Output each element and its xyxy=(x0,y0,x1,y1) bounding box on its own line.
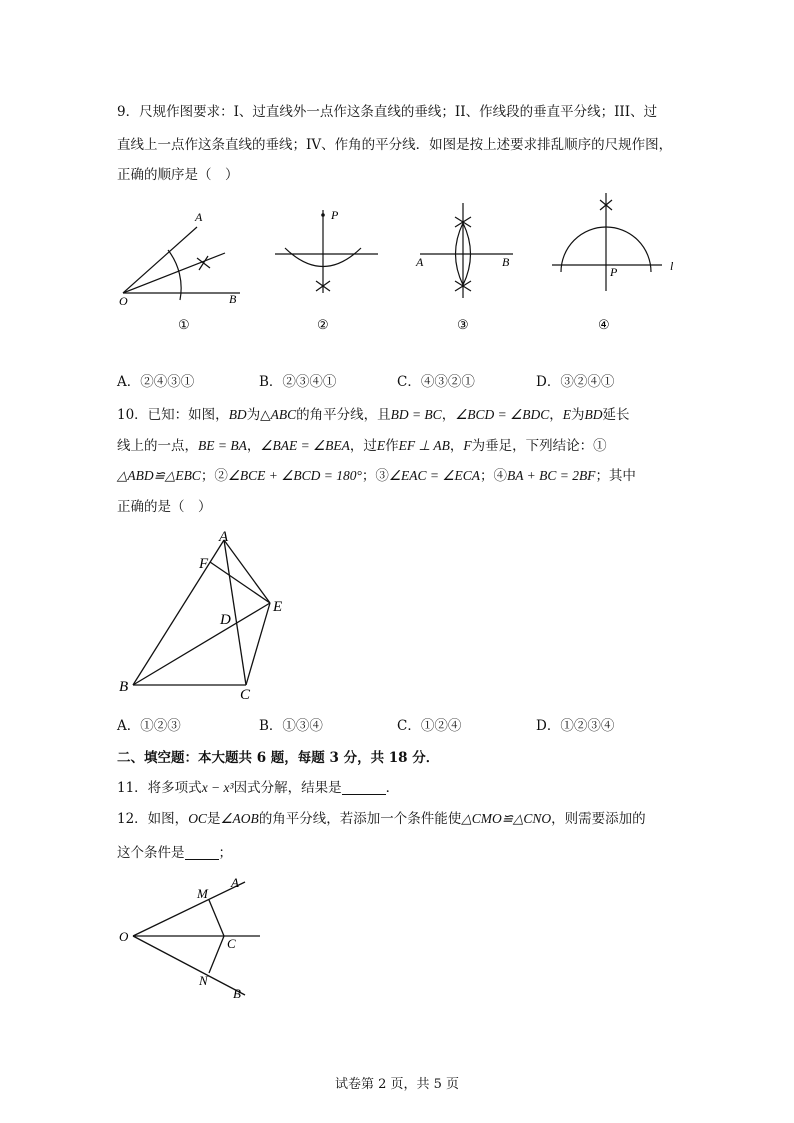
q10-label-B: B xyxy=(119,679,129,695)
q12-label-O: O xyxy=(119,929,129,944)
q9-fig1-label-B: B xyxy=(229,292,237,306)
q12-label-M: M xyxy=(197,886,208,901)
q11-line: 11．将多项式x − x³因式分解，结果是 ． xyxy=(117,780,400,796)
q10-line2: 线上的一点，BE = BA，∠BAE = ∠BEA，过E作EF ⊥ AB，F为垂足，下列结论：① xyxy=(117,438,607,454)
q10-label-A: A xyxy=(219,529,229,545)
q9-fig2-label-P: P xyxy=(331,208,339,222)
q9-fig3 xyxy=(420,203,513,298)
q9-fig3-label-A: A xyxy=(416,255,424,269)
q9-fig-label-4: ④ xyxy=(598,317,610,332)
q10-label-D: D xyxy=(220,612,231,628)
q10-option-d[interactable]: D．①②③④ xyxy=(536,718,615,734)
section2-title: 二、填空题：本大题共 6 题，每题 3 分，共 18 分． xyxy=(117,750,440,766)
q12-label-N: N xyxy=(199,973,208,988)
q9-fig-label-1: ① xyxy=(178,317,190,332)
q10-option-c[interactable]: C．①②④ xyxy=(397,718,462,734)
q10-option-b[interactable]: B．①③④ xyxy=(259,718,323,734)
q12-figure xyxy=(110,868,280,1003)
q10-line1: 10．已知：如图，BD为△ABC的角平分线，且BD = BC，∠BCD = ∠BDC，E为BD延长 xyxy=(117,407,630,423)
page-footer: 试卷第 2 页，共 5 页 xyxy=(334,1077,460,1092)
q9-line1: 9．尺规作图要求：I、过直线外一点作这条直线的垂线；II、作线段的垂直平分线；III、过 xyxy=(117,104,658,120)
q10-figure xyxy=(110,525,310,705)
q12-line1: 12．如图，OC是∠AOB的角平分线，若添加一个条件能使△CMO≌△CNO，则需要添加的 xyxy=(117,811,646,827)
q9-option-d[interactable]: D．③②④① xyxy=(536,374,615,390)
q9-option-b[interactable]: B．②③④① xyxy=(259,374,337,390)
q9-fig1-label-A: A xyxy=(195,210,203,224)
q9-fig4-label-P: P xyxy=(610,265,618,279)
q9-fig1 xyxy=(123,227,240,300)
q10-option-a[interactable]: A．①②③ xyxy=(117,718,181,734)
q9-fig-label-3: ③ xyxy=(457,317,469,332)
q12-label-C: C xyxy=(227,936,236,951)
q9-figures xyxy=(0,190,794,340)
q12-label-B: B xyxy=(233,986,241,1001)
q9-fig-label-2: ② xyxy=(317,317,329,332)
q9-option-a[interactable]: A．②④③① xyxy=(117,374,195,390)
q10-line3: △ABD≌△EBC；②∠BCE + ∠BCD = 180°；③∠EAC = ∠ECA；④BA + BC = 2BF；其中 xyxy=(117,468,636,484)
q9-fig1-label-O: O xyxy=(119,294,128,308)
q10-line4: 正确的是（ ） xyxy=(117,499,212,515)
q9-fig2 xyxy=(275,210,378,293)
q12-answer-blank[interactable] xyxy=(185,845,219,860)
q12-line2: 这个条件是 ； xyxy=(117,845,232,861)
q9-fig2-point-P xyxy=(321,213,325,217)
q9-fig3-label-B: B xyxy=(502,255,510,269)
q9-fig4 xyxy=(552,193,662,291)
q10-label-C: C xyxy=(240,687,251,703)
q10-label-F: F xyxy=(199,556,209,572)
q11-answer-blank[interactable] xyxy=(342,780,386,795)
q9-option-c[interactable]: C．④③②① xyxy=(397,374,475,390)
q10-label-E: E xyxy=(273,599,283,615)
q9-fig4-label-l: l xyxy=(670,259,674,273)
q12-label-A: A xyxy=(231,875,239,890)
q9-line2: 直线上一点作这条直线的垂线；IV、作角的平分线．如图是按上述要求排乱顺序的尺规作图， xyxy=(117,137,673,153)
q9-line3: 正确的顺序是（ ） xyxy=(117,167,239,183)
